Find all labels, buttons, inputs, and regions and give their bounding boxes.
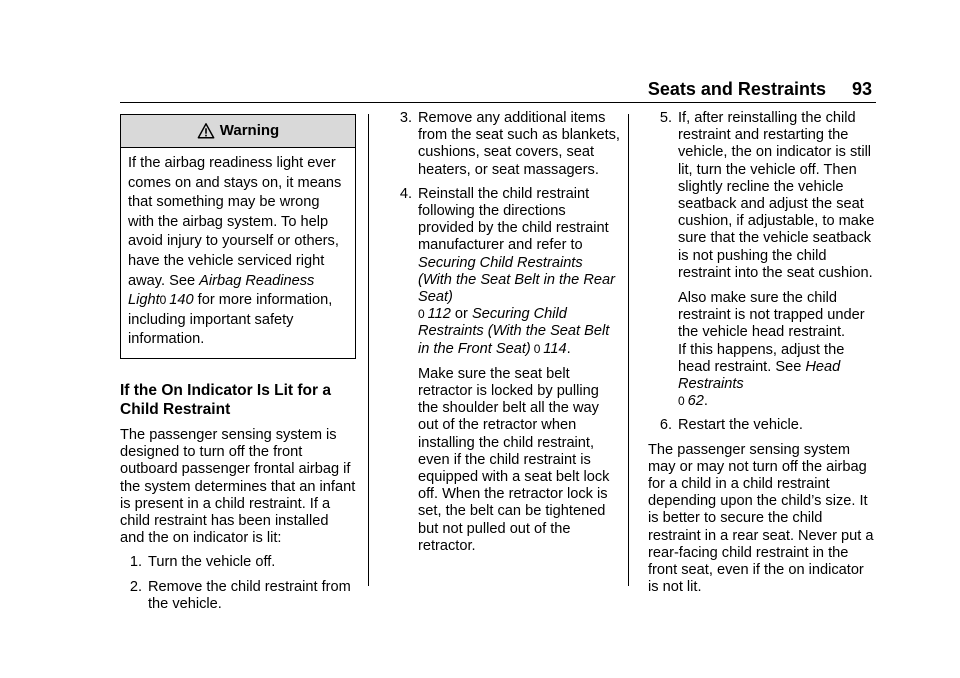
step-number: 4. — [399, 185, 412, 202]
xref-front-seat-restraints[interactable]: Securing Child Restraints (With the Seat Belt in the Front Seat) — [418, 306, 610, 357]
column-divider — [628, 114, 629, 586]
column-3 — [648, 110, 878, 603]
section-intro: The passenger sensing system is designed to turn off the front outboard passenger frontal airbag if the system determines that an infant is present in a child restraint. If a child restraint has been installed and the on indicator is lit: — [120, 426, 356, 547]
closing-paragraph: The passenger sensing system may or may not turn off the airbag for a child in a child restraint depending upon the child’s size. It is better to secure the child restraint in a rear seat. Never put a rear-facing child restraint in the front seat, even if the on indicator is not lit. — [648, 441, 874, 596]
column-divider — [368, 114, 369, 586]
xref-airbag-readiness-light[interactable]: Airbag Readiness Light — [128, 272, 315, 309]
warning-header — [121, 115, 355, 148]
list-item — [388, 186, 620, 555]
step-text: Remove the child restraint from the vehicle. — [148, 578, 351, 612]
header-rule — [120, 102, 876, 103]
step-text: Turn the vehicle off. — [148, 554, 276, 571]
step-number: 6. — [659, 417, 672, 434]
step-body — [418, 186, 620, 555]
step-number: 2. — [129, 578, 142, 595]
step-number: 5. — [659, 110, 672, 126]
xref-page[interactable]: 62 — [687, 393, 704, 410]
section-title: Seats and Restraints — [647, 79, 826, 99]
step-number: 1. — [129, 554, 142, 571]
column-2 — [388, 110, 620, 562]
step-text: Remove any additional items from the seat such as blankets, cushions, seat covers, seat heaters, or seat massagers. — [418, 110, 620, 178]
warning-box — [120, 114, 356, 359]
section-heading: If the On Indicator Is Lit for a Child Restraint — [120, 381, 331, 418]
xref-page[interactable]: 112 — [427, 306, 451, 323]
list-item — [120, 579, 356, 613]
step-extra-text: Make sure the seat belt retractor is locked by pulling the shoulder belt all the way out of the retractor when installing the child restraint, even if the child restraint is equipped with a seat belt lock off. When the retractor lock is set, the belt can be tightened but not pulled out of the retractor. — [418, 365, 610, 554]
step-text: Restart the vehicle. — [678, 417, 803, 434]
page-ref-arrow: 0 — [418, 307, 425, 322]
step-number: 3. — [399, 110, 412, 126]
page-ref-arrow: 0 — [678, 394, 685, 409]
column-1 — [120, 110, 356, 620]
list-item — [648, 417, 878, 434]
xref-rear-seat-restraints[interactable]: Securing Child Restraints (With the Seat Belt in the Rear Seat) — [418, 254, 615, 306]
step-extra-text: Also make sure the child restraint is not trapped under the vehicle head restraint. If this happens, adjust the head restraint. See Head Restraints 0 62. — [678, 290, 865, 410]
list-item — [648, 110, 878, 410]
list-item — [120, 554, 356, 571]
xref-head-restraints[interactable]: Head Restraints — [678, 358, 841, 393]
step-text: If, after reinstalling the child restraint and restarting the vehicle, the on indicator is still lit, turn the vehicle off. Then slightly recline the vehicle seatback and adjust the seat cushion, if adjustable, to make sure that the vehicle seatback is not pushing the child restraint into the seat cushion. — [678, 110, 875, 281]
xref-page[interactable]: 114 — [543, 340, 567, 357]
page-number: 93 — [851, 79, 872, 99]
step-text: Reinstall the child restraint following the directions provided by the child restraint manufacturer and refer to Securing Child Restraints (With the Seat Belt in the Rear Seat) 0 112 or Securing Child Restraints (With the Seat Belt in the Front Seat) 0 114. — [418, 185, 615, 357]
warning-text: If the airbag readiness light ever comes on and stays on, it means that something may be wrong with the airbag system. To help avoid injury to yourself or others, have the vehicle serviced right away. See Airbag Readiness Light0 140 for more information, including important safety information. — [128, 155, 342, 348]
xref-page[interactable]: 140 — [169, 292, 194, 309]
page-header — [120, 79, 872, 100]
page-ref-arrow: 0 — [159, 293, 167, 308]
page-ref-arrow: 0 — [533, 341, 541, 356]
warning-icon — [197, 122, 215, 140]
list-item — [388, 110, 620, 179]
warning-title: Warning — [219, 122, 280, 140]
step-body — [678, 110, 878, 410]
